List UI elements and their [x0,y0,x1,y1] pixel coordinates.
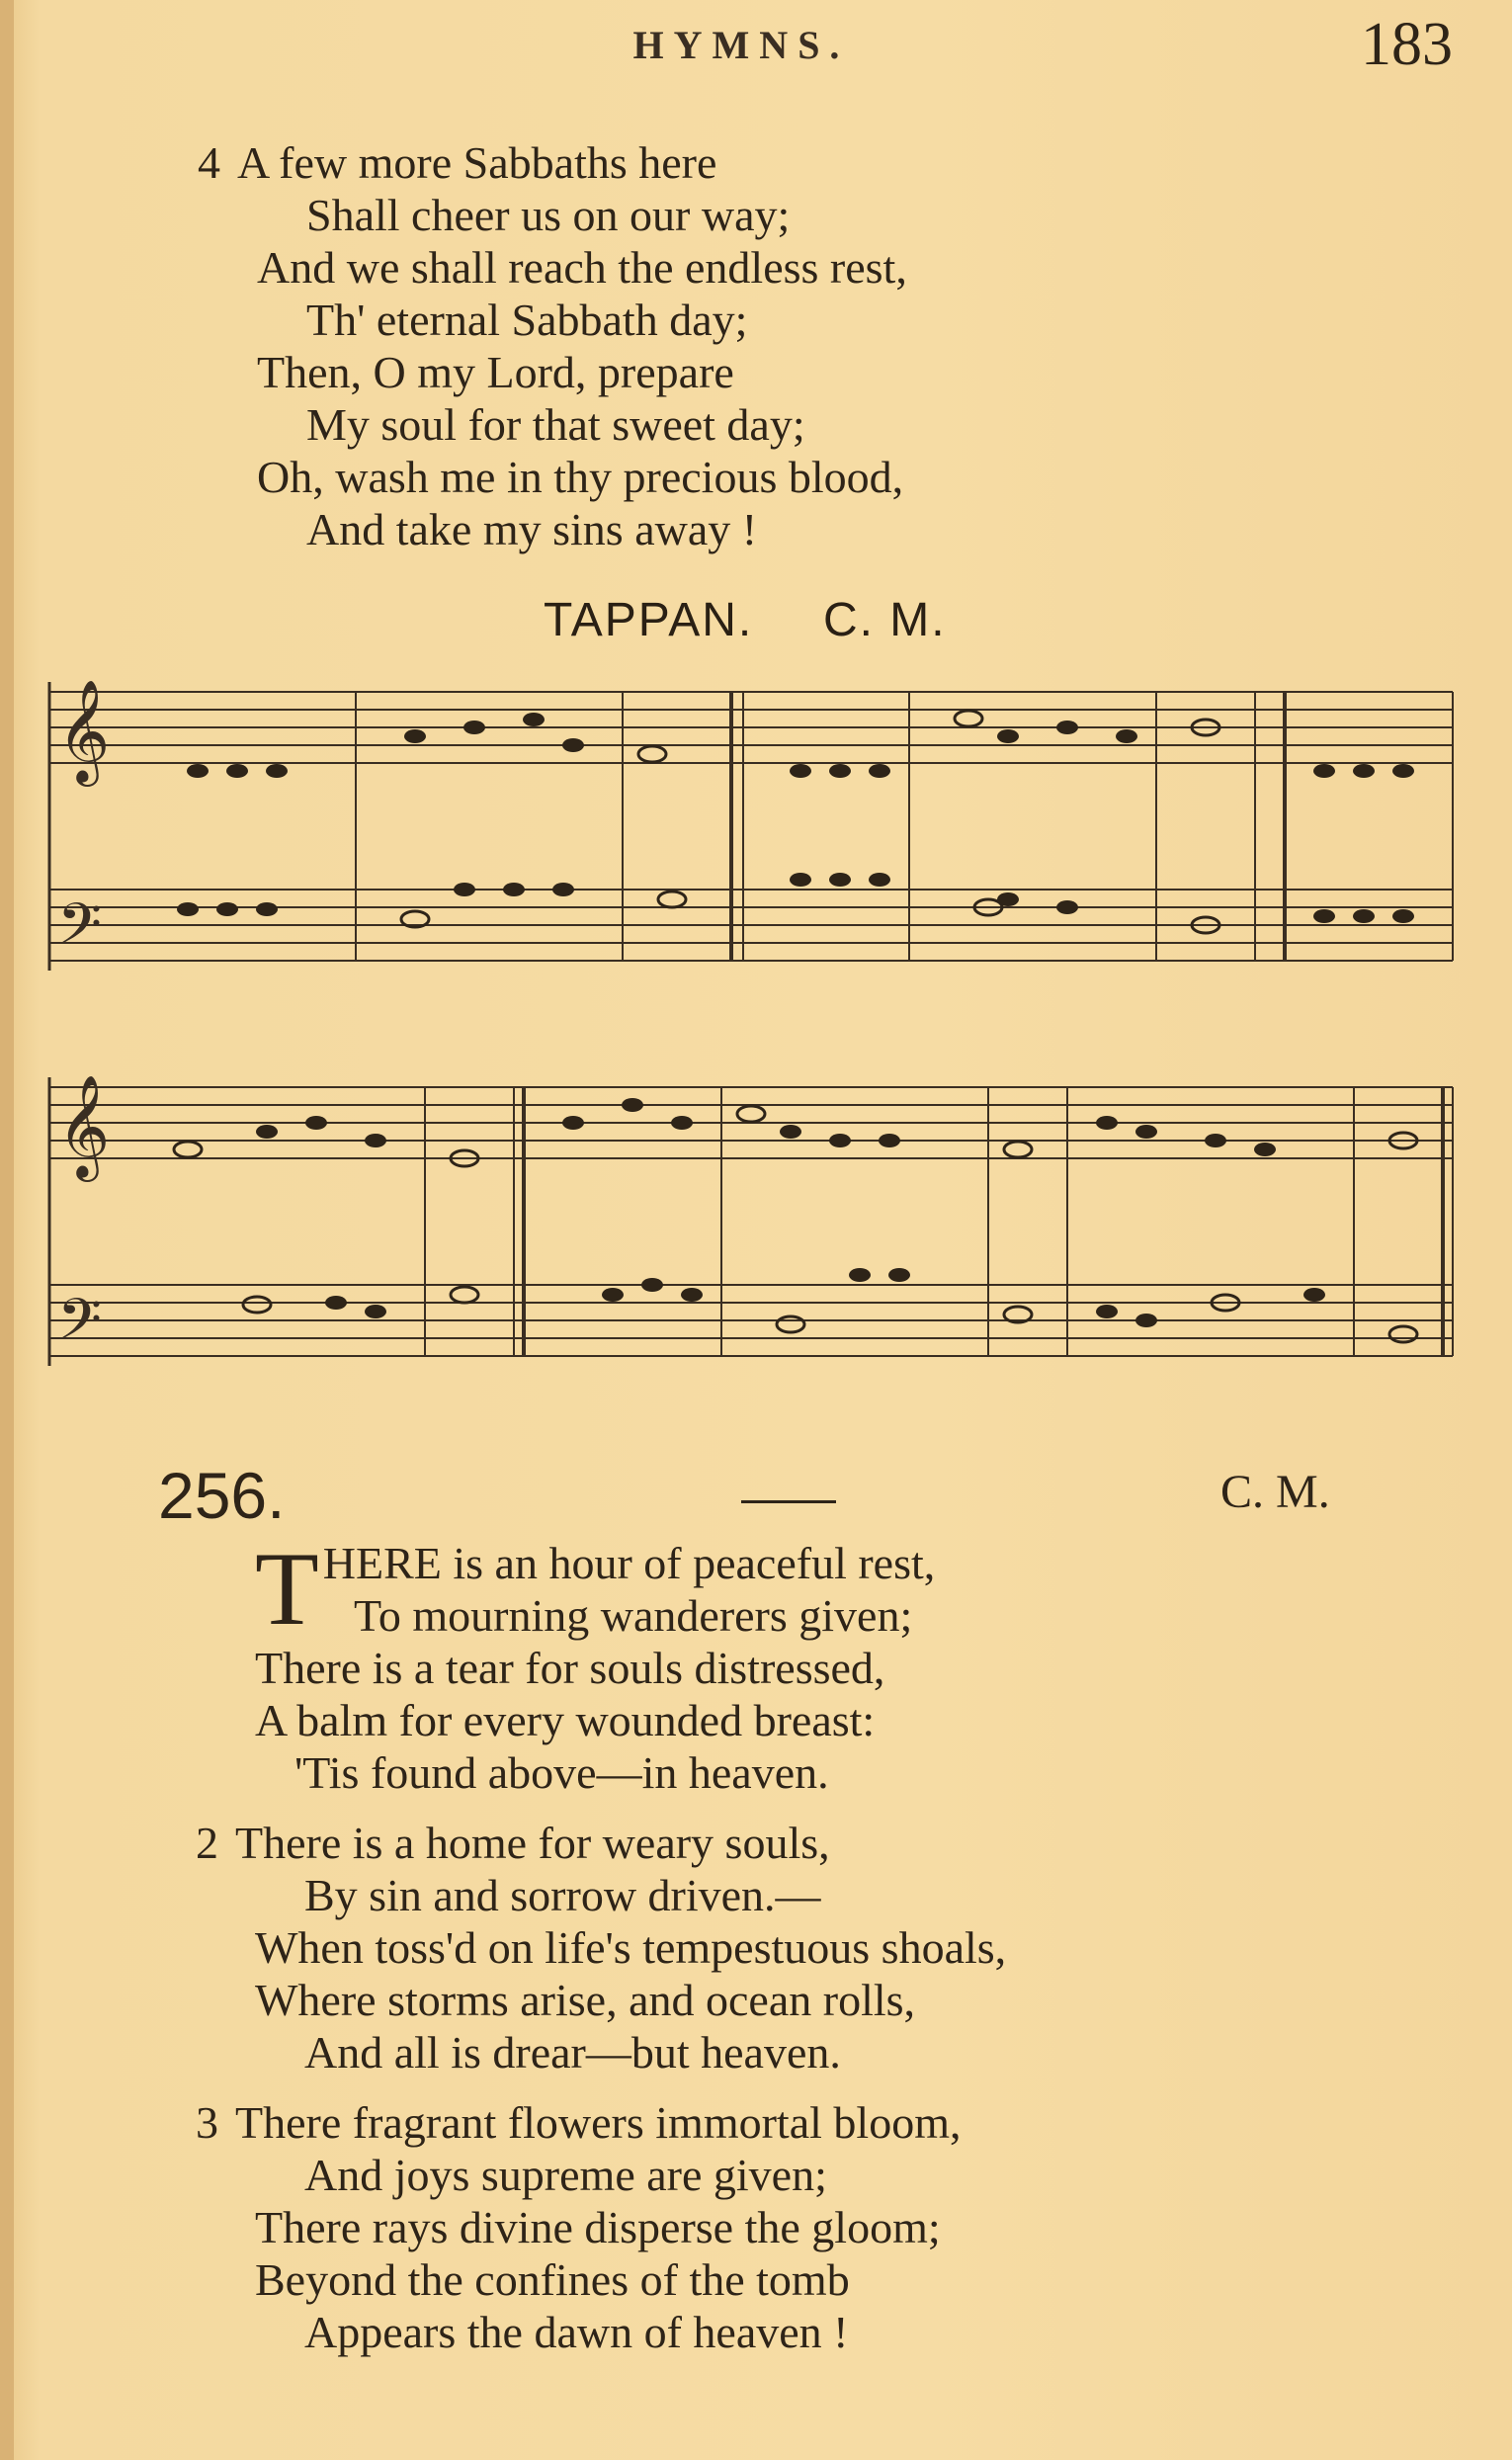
tune-meter: C. M. [822,594,947,646]
tune-name: TAPPAN. [544,594,754,646]
drop-cap: T [255,1531,319,1647]
svg-text:𝄢: 𝄢 [57,891,103,972]
verse-line: To mourning wanderers given; [354,1590,913,1641]
music-system-1 [40,662,1463,1038]
verse-line: Then, O my Lord, prepare [257,347,734,397]
previous-hymn-stanza [198,136,907,555]
verse-line: A balm for every wounded breast: [255,1695,876,1745]
svg-text:𝄢: 𝄢 [57,1286,103,1367]
stanza-number: 3 [196,2097,218,2148]
running-head: HYMNS. [632,23,850,67]
verse-line: And all is drear—but heaven. [304,2027,841,2078]
music-system-2 [40,1058,1463,1433]
verse-line: And we shall reach the endless rest, [257,242,907,293]
hymn-meter: C. M. [1220,1466,1330,1518]
verse-line: 2 There is a home for weary souls, [196,1818,830,1868]
svg-text:𝄞: 𝄞 [57,1074,111,1178]
verse-line: Th' eternal Sabbath day; [306,295,748,345]
verse-line: Oh, wash me in thy precious blood, [257,452,904,502]
hymn-text [196,1531,1391,2376]
verse-line: And joys supreme are given; [304,2150,827,2200]
heading-rule [741,1500,836,1503]
verse-line: 3 There fragrant flowers immortal bloom, [196,2097,962,2148]
verse-line: 4 A few more Sabbaths here [198,137,717,188]
hymn-number: 256. [158,1459,286,1532]
stanza-number: 4 [198,137,220,188]
verse-line: By sin and sorrow driven.— [304,1870,821,1920]
verse-line: When toss'd on life's tempestuous shoals, [255,1922,1007,1973]
verse-line: And take my sins away ! [306,504,758,554]
page-number: 183 [1361,11,1453,78]
verse-line: There is a tear for souls distressed, [255,1643,885,1693]
svg-text:𝄞: 𝄞 [57,679,111,783]
verse-line: My soul for that sweet day; [306,399,805,450]
verse-line: There rays divine disperse the gloom; [255,2202,941,2252]
page-gutter [0,0,14,2460]
verse-line: 'Tis found above—in heaven. [294,1747,829,1798]
verse-line: Where storms arise, and ocean rolls, [255,1975,916,2025]
stanza-1 [255,1531,1391,1799]
verse-line: Shall cheer us on our way; [306,190,791,240]
tune-title [544,593,1038,647]
verse-line: HERE is an hour of peaceful rest, [322,1538,936,1588]
stanza-3 [196,2096,1391,2358]
verse-line: Appears the dawn of heaven ! [304,2307,849,2357]
stanza-2 [196,1817,1391,2078]
stanza-number: 2 [196,1818,218,1868]
verse-line: Beyond the confines of the tomb [255,2254,850,2305]
